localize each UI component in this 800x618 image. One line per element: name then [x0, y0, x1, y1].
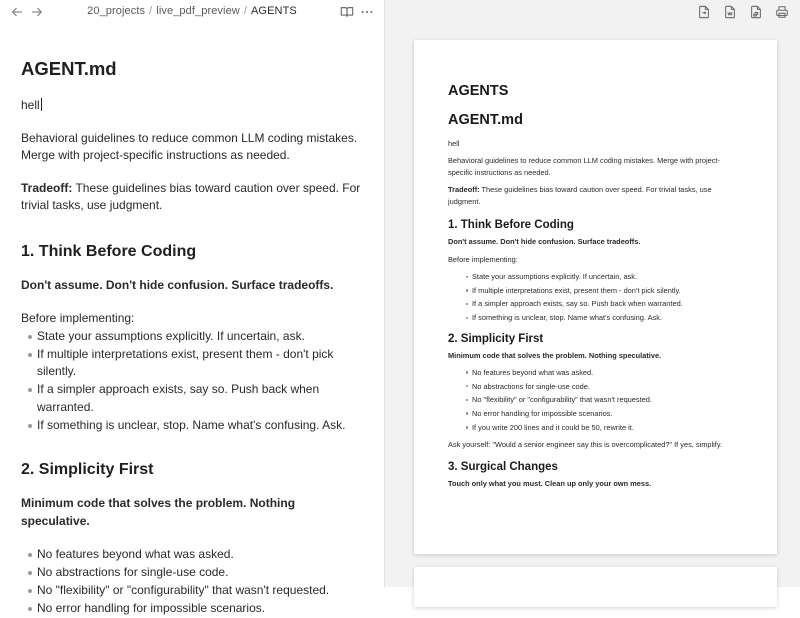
- section-lead-1: Before implementing:: [21, 311, 135, 325]
- tradeoff-paragraph: [21, 180, 366, 215]
- list-item: If multiple interpretations exist, present them - don't pick silently.: [21, 346, 366, 381]
- pdf-section-heading-3: 3. Surgical Changes: [448, 461, 558, 474]
- intro-paragraph: Behavioral guidelines to reduce common LLM coding mistakes. Merge with project-specific instructions as needed.: [21, 130, 358, 162]
- copy-icon[interactable]: [749, 5, 763, 19]
- pdf-tradeoff-paragraph: [448, 184, 744, 208]
- pdf-list-item: State your assumptions explicitly. If uncertain, ask.: [448, 270, 744, 284]
- pdf-section-subtitle-1: Don't assume. Don't hide confusion. Surface tradeoffs.: [448, 237, 641, 246]
- pdf-section-heading-1: 1. Think Before Coding: [448, 219, 574, 231]
- pdf-section-closing-2: Ask yourself: "Would a senior engineer say this is overcomplicated?" If yes, simplify.: [448, 440, 723, 450]
- markdown-editor[interactable]: [21, 58, 366, 618]
- pdf-typed-line: hell: [448, 139, 460, 148]
- list-item: No features beyond what was asked.: [21, 546, 366, 564]
- pdf-preview-pane[interactable]: [384, 0, 800, 587]
- pdf-tradeoff-text: These guidelines bias toward caution over speed. For trivial tasks, use judgment.: [448, 185, 712, 206]
- pdf-tradeoff-label: Tradeoff:: [448, 185, 480, 194]
- pdf-page-next: [414, 567, 777, 607]
- pdf-list-item: If a simpler approach exists, say so. Push back when warranted.: [448, 297, 744, 311]
- pdf-section-lead-1: Before implementing:: [448, 255, 518, 264]
- typed-line[interactable]: [21, 97, 366, 115]
- pdf-list-item: No abstractions for single-use code.: [448, 380, 744, 394]
- pdf-list-item: If you write 200 lines and it could be 50, rewrite it.: [448, 421, 744, 435]
- bullet-list-1: [21, 328, 366, 435]
- pdf-list-item: No features beyond what was asked.: [448, 366, 744, 380]
- printer-icon[interactable]: [775, 5, 789, 19]
- more-horizontal-icon[interactable]: [360, 5, 374, 19]
- pdf-intro-paragraph: Behavioral guidelines to reduce common LLM coding mistakes. Merge with project-specific instructions as needed.: [448, 156, 720, 177]
- section-heading-1: 1. Think Before Coding: [21, 242, 197, 260]
- pdf-list-item: If something is unclear, stop. Name what's confusing. Ask.: [448, 311, 744, 325]
- breadcrumb-item-file[interactable]: AGENTS: [251, 5, 297, 17]
- tradeoff-text: These guidelines bias toward caution over speed. For trivial tasks, use judgment.: [21, 180, 361, 212]
- pdf-list-item: No "flexibility" or "configurability" that wasn't requested.: [448, 393, 744, 407]
- section-heading-2: 2. Simplicity First: [21, 461, 154, 478]
- bullet-list-2: [21, 546, 366, 618]
- pdf-section-subtitle-3: Touch only what you must. Clean up only your own mess.: [448, 479, 652, 489]
- file-export-icon[interactable]: [697, 5, 711, 19]
- tradeoff-label: Tradeoff:: [21, 180, 73, 195]
- pdf-document-title: AGENT.md: [448, 112, 523, 128]
- preview-toolbar: [384, 0, 800, 24]
- list-item: State your assumptions explicitly. If uncertain, ask.: [21, 328, 366, 346]
- breadcrumb-separator: /: [149, 5, 153, 17]
- pdf-page: [414, 40, 777, 554]
- section-subtitle-2: Minimum code that solves the problem. Nothing speculative.: [21, 496, 296, 528]
- list-item: No error handling for impossible scenarios.: [21, 600, 366, 618]
- pdf-bullet-list-2: [448, 366, 744, 435]
- pdf-list-item: No error handling for impossible scenarios.: [448, 407, 744, 421]
- breadcrumb-separator: /: [243, 5, 247, 17]
- pdf-list-item: If multiple interpretations exist, present them - don't pick silently.: [448, 284, 744, 298]
- file-text-icon[interactable]: [723, 5, 737, 19]
- pdf-page-content: [448, 83, 744, 490]
- pdf-section-heading-2: 2. Simplicity First: [448, 332, 544, 345]
- breadcrumb-item-subfolder[interactable]: live_pdf_preview: [156, 5, 240, 17]
- breadcrumb-item-folder[interactable]: 20_projects: [87, 5, 146, 17]
- list-item: No abstractions for single-use code.: [21, 564, 366, 582]
- editor-top-bar: [0, 0, 384, 24]
- breadcrumb: [0, 5, 384, 17]
- list-item: No "flexibility" or "configurability" that wasn't requested.: [21, 582, 366, 600]
- typed-line-text: hell: [21, 98, 40, 112]
- pdf-section-subtitle-2: Minimum code that solves the problem. Nothing speculative.: [448, 350, 662, 360]
- document-title: AGENT.md: [21, 58, 117, 79]
- pdf-bullet-list-1: [448, 270, 744, 325]
- book-open-icon[interactable]: [340, 5, 354, 19]
- text-cursor: [41, 98, 42, 111]
- list-item: If a simpler approach exists, say so. Push back when warranted.: [21, 381, 366, 416]
- list-item: If something is unclear, stop. Name what's confusing. Ask.: [21, 417, 366, 435]
- arrow-left-icon[interactable]: [10, 5, 24, 19]
- section-subtitle-1: Don't assume. Don't hide confusion. Surface tradeoffs.: [21, 277, 334, 292]
- arrow-right-icon[interactable]: [30, 5, 44, 19]
- editor-pane[interactable]: [0, 0, 384, 615]
- pdf-page-title: AGENTS: [448, 83, 509, 99]
